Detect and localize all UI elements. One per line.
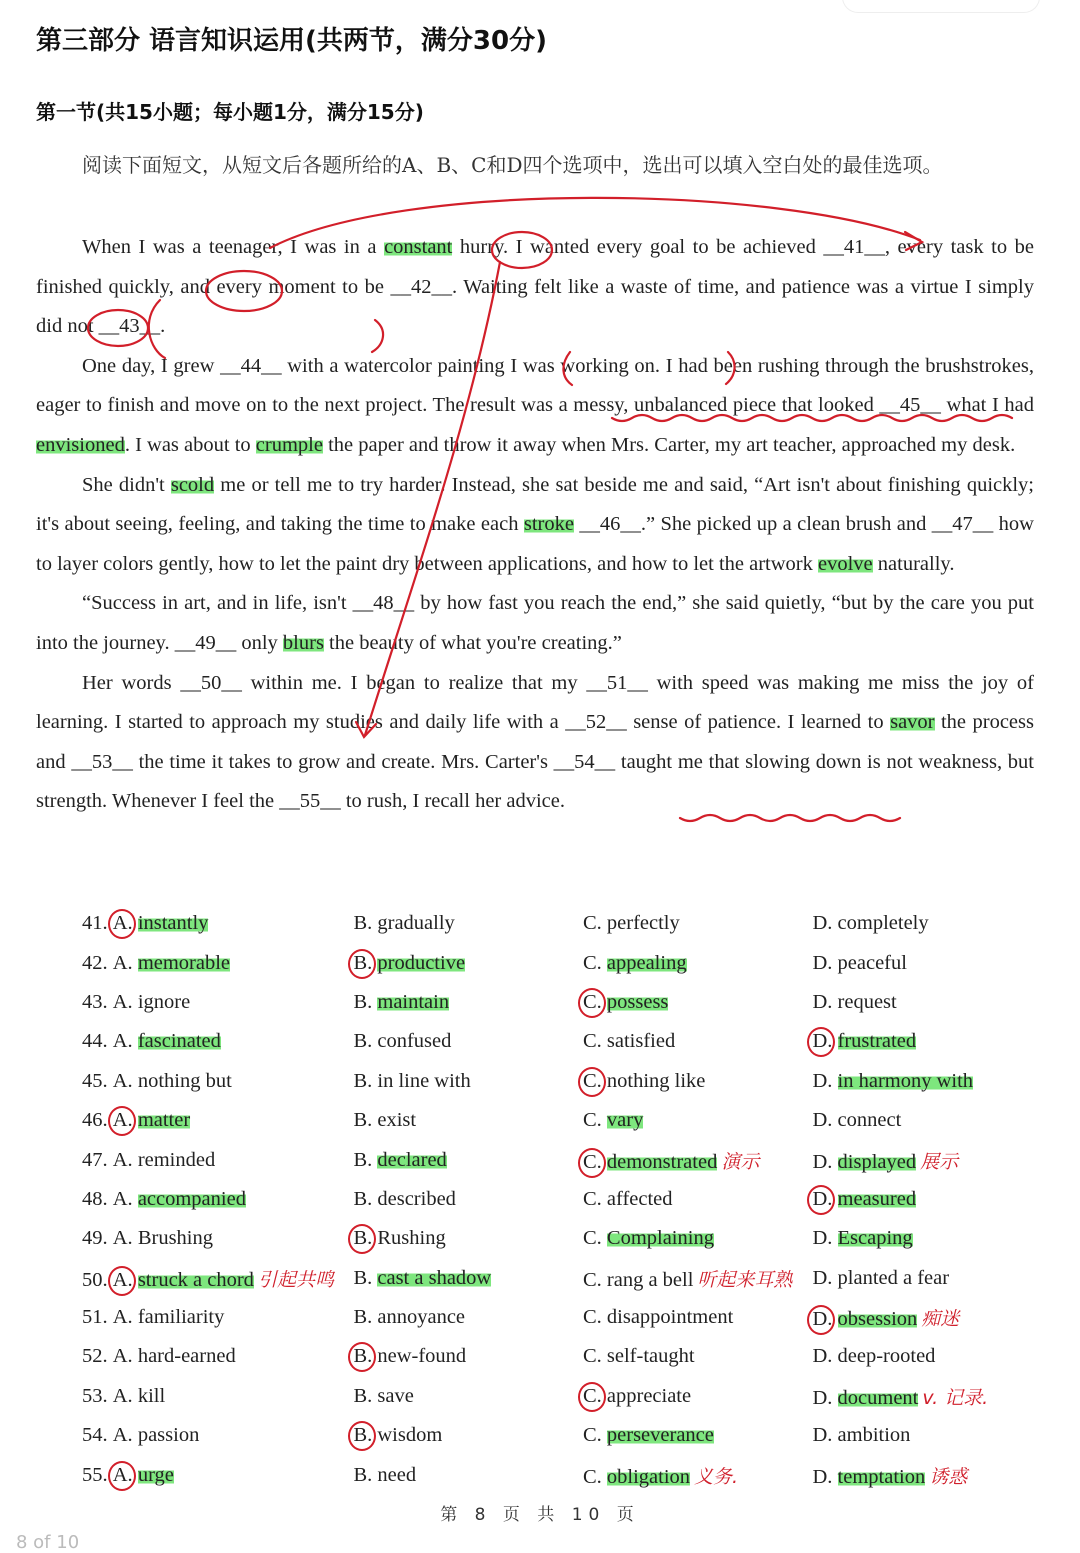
option-text: demonstrated (606, 1150, 718, 1173)
option-letter: D. (812, 912, 833, 935)
option-text: in harmony with (837, 1069, 974, 1092)
handwritten-note: 义务. (694, 1465, 739, 1488)
option-text: obsession (837, 1308, 918, 1331)
instructions: 阅读下面短文，从短文后各题所给的A、B、C和D四个选项中，选出可以填入空白处的最佳选项。 (82, 153, 943, 177)
option-text: completely (837, 912, 929, 935)
question-number: 52. (82, 1345, 113, 1368)
answer-option (353, 1227, 583, 1250)
question-row (82, 904, 1042, 943)
option-letter: D. (812, 990, 833, 1013)
option-text: rang a bell (606, 1268, 694, 1291)
option-letter: A. (112, 1384, 133, 1407)
option-text: appreciate (606, 1384, 692, 1407)
option-text: cast a shadow (377, 1266, 492, 1289)
option-text: self-taught (606, 1345, 695, 1368)
option-letter: A. (112, 1424, 133, 1447)
passage-paragraph (36, 466, 1034, 585)
option-text: memorable (137, 951, 231, 974)
option-letter: A. (112, 990, 133, 1013)
answer-option (583, 1070, 813, 1093)
passage-text: Her words __50__ within me. I began to realize that my __51__ with speed was making me miss the joy of learning. I started to approach my studies and daily life with a __52__ sense of patience. I learned to (36, 671, 1034, 734)
circled-option-letter: D. (812, 1187, 833, 1210)
answer-option (82, 1188, 353, 1211)
option-letter: B. (353, 1306, 373, 1329)
question-number: 55. (82, 1463, 113, 1486)
answer-options (82, 904, 1042, 1495)
option-text: hard-earned (137, 1345, 236, 1368)
option-letter: D. (812, 1069, 833, 1092)
circled-option-letter: A. (112, 1463, 133, 1486)
option-text: possess (606, 990, 669, 1013)
answer-option (812, 1109, 1042, 1132)
question-number: 46. (82, 1109, 113, 1132)
option-text: Brushing (137, 1227, 213, 1250)
option-text: nothing but (137, 1069, 232, 1092)
option-text: reminded (137, 1148, 216, 1171)
highlighted-word: evolve (818, 552, 873, 575)
answer-option (812, 1383, 1042, 1410)
answer-option (583, 1462, 813, 1489)
answer-option (812, 1188, 1042, 1211)
answer-option (583, 1030, 813, 1053)
option-text: frustrated (837, 1030, 917, 1053)
option-text: described (377, 1187, 456, 1210)
option-letter: A. (112, 1030, 133, 1053)
question-number: 50. (82, 1268, 113, 1291)
answer-option (812, 1304, 1042, 1331)
option-text: ignore (137, 990, 191, 1013)
answer-option (812, 952, 1042, 975)
option-text: familiarity (137, 1306, 225, 1329)
option-letter: B. (353, 1109, 373, 1132)
passage-text: naturally. (872, 552, 955, 575)
answer-option (353, 1109, 583, 1132)
answer-option (82, 1265, 353, 1292)
option-letter: D. (812, 1345, 833, 1368)
answer-option (82, 1149, 353, 1172)
answer-option (82, 1306, 353, 1329)
option-text: perseverance (606, 1424, 714, 1447)
passage-text: the beauty of what you're creating.” (323, 631, 622, 654)
option-text: wisdom (377, 1424, 443, 1447)
option-text: confused (377, 1030, 452, 1053)
question-number: 53. (82, 1384, 113, 1407)
option-text: deep-rooted (837, 1345, 936, 1368)
page-indicator: 8 of 10 (16, 1532, 80, 1553)
option-text: satisfied (606, 1030, 676, 1053)
answer-option (82, 1109, 353, 1132)
option-letter: C. (582, 1465, 602, 1488)
circled-option-letter: B. (353, 1227, 373, 1250)
answer-option (583, 1306, 813, 1329)
option-text: disappointment (606, 1306, 734, 1329)
option-text: struck a chord (137, 1268, 254, 1291)
question-number: 54. (82, 1424, 113, 1447)
option-text: accompanied (137, 1187, 246, 1210)
passage-text: “Success in art, and in life, isn't __48__ by how fast you reach the end,” she said quietly, “but by the care you put into the journey. __49__ only (36, 592, 1034, 654)
option-letter: C. (582, 1345, 602, 1368)
option-text: ambition (837, 1424, 911, 1447)
question-row (82, 943, 1042, 982)
answer-option (82, 1424, 353, 1447)
option-letter: B. (353, 1187, 373, 1210)
top-card-edge (842, 0, 1040, 13)
answer-option (583, 1227, 813, 1250)
question-number: 41. (82, 912, 113, 935)
option-text: planted a fear (837, 1266, 950, 1289)
passage-paragraph (36, 584, 1034, 663)
option-text: appealing (606, 951, 687, 974)
option-letter: A. (112, 1306, 133, 1329)
option-letter: C. (582, 1030, 602, 1053)
option-text: kill (137, 1384, 166, 1407)
answer-option (353, 952, 583, 975)
answer-option (812, 912, 1042, 935)
option-letter: A. (112, 1148, 133, 1171)
handwritten-note: 引起共鸣 (257, 1268, 334, 1291)
circled-option-letter: B. (353, 951, 373, 974)
option-letter: D. (812, 1386, 833, 1409)
option-text: passion (137, 1424, 200, 1447)
circled-option-letter: B. (353, 1424, 373, 1447)
section-title: 第三部分 语言知识运用(共两节，满分30分) (36, 26, 547, 56)
question-row (82, 1101, 1042, 1140)
option-text: urge (137, 1463, 174, 1486)
option-text: connect (837, 1109, 902, 1132)
answer-option (812, 1345, 1042, 1368)
highlighted-word: crumple (255, 433, 323, 456)
option-text: productive (377, 951, 466, 974)
option-letter: D. (812, 1424, 833, 1447)
option-letter: C. (582, 1268, 602, 1291)
option-text: peaceful (837, 951, 907, 974)
question-row (82, 1416, 1042, 1455)
answer-option (583, 1147, 813, 1174)
option-letter: C. (582, 1187, 602, 1210)
question-row (82, 1337, 1042, 1376)
highlighted-word: savor (890, 711, 935, 734)
option-text: Escaping (837, 1227, 913, 1250)
option-text: maintain (377, 990, 450, 1013)
option-text: Complaining (606, 1227, 714, 1250)
question-number: 45. (82, 1069, 113, 1092)
handwritten-note: 痴迷 (921, 1308, 960, 1331)
answer-option (353, 1188, 583, 1211)
answer-option (583, 1385, 813, 1408)
option-text: instantly (137, 912, 209, 935)
passage-text: She didn't (82, 473, 171, 496)
circled-option-letter: A. (112, 912, 133, 935)
answer-option (812, 1267, 1042, 1290)
answer-option (583, 991, 813, 1014)
question-number: 43. (82, 990, 113, 1013)
option-text: nothing like (606, 1069, 706, 1092)
option-letter: D. (812, 1150, 833, 1173)
answer-option (583, 1109, 813, 1132)
answer-option (353, 1464, 583, 1487)
option-text: vary (606, 1109, 644, 1132)
answer-option (353, 1030, 583, 1053)
circled-option-letter: D. (812, 1030, 833, 1053)
question-number: 44. (82, 1030, 113, 1053)
option-letter: B. (353, 912, 373, 935)
circled-option-letter: C. (582, 1150, 602, 1173)
answer-option (583, 912, 813, 935)
option-letter: C. (582, 1306, 602, 1329)
answer-option (82, 1345, 353, 1368)
option-letter: A. (112, 1227, 133, 1250)
option-letter: C. (582, 1109, 602, 1132)
question-row (82, 1219, 1042, 1258)
option-letter: B. (353, 1148, 373, 1171)
option-text: temptation (837, 1465, 926, 1488)
circled-option-letter: C. (582, 1069, 602, 1092)
handwritten-note: 听起来耳熟 (697, 1268, 793, 1291)
option-letter: D. (812, 1266, 833, 1289)
option-letter: B. (353, 1266, 373, 1289)
answer-option (583, 952, 813, 975)
passage-text: hurry. I wanted every goal to be achieved __41__, every task to be finished quickly, and every moment to be __42__. Waiting felt like a waste of time, and patience was a virtue I simply did not __43__. (36, 236, 1034, 338)
handwritten-note: v. 记录. (922, 1386, 989, 1409)
option-text: exist (377, 1109, 417, 1132)
answer-option (353, 1345, 583, 1368)
circled-option-letter: A. (112, 1109, 133, 1132)
answer-option (812, 1462, 1042, 1489)
answer-option (583, 1424, 813, 1447)
answer-option (583, 1265, 813, 1292)
passage-paragraph (36, 228, 1034, 347)
passage-text: . I was about to (124, 433, 256, 456)
option-letter: B. (353, 1069, 373, 1092)
option-text: save (377, 1384, 414, 1407)
option-text: request (837, 990, 897, 1013)
question-number: 48. (82, 1187, 113, 1210)
answer-option (812, 1424, 1042, 1447)
answer-option (353, 1306, 583, 1329)
passage-text: One day, I grew __44__ with a watercolor painting I was working on. I had been rushing through the brushstrokes, eager to finish and move on to the next project. The result was a messy, unbalanced piece that looked __45__ what I had (36, 354, 1034, 417)
option-letter: D. (812, 1227, 833, 1250)
option-letter: A. (112, 951, 133, 974)
option-letter: B. (353, 1463, 373, 1486)
option-text: annoyance (377, 1306, 466, 1329)
option-text: displayed (837, 1150, 917, 1173)
answer-option (353, 991, 583, 1014)
handwritten-note: 诱惑 (929, 1465, 968, 1488)
question-row (82, 983, 1042, 1022)
question-row (82, 1180, 1042, 1219)
question-row (82, 1377, 1042, 1416)
answer-option (82, 1030, 353, 1053)
question-row (82, 1259, 1042, 1298)
answer-option (353, 1385, 583, 1408)
option-letter: B. (353, 1030, 373, 1053)
answer-option (812, 1070, 1042, 1093)
option-text: gradually (377, 912, 455, 935)
answer-option (353, 1070, 583, 1093)
highlighted-word: stroke (523, 513, 574, 536)
circled-option-letter: A. (112, 1268, 133, 1291)
answer-option (82, 1385, 353, 1408)
answer-option (82, 1227, 353, 1250)
option-letter: D. (812, 951, 833, 974)
question-number: 49. (82, 1227, 113, 1250)
question-row (82, 1022, 1042, 1061)
answer-option (812, 1147, 1042, 1174)
answer-option (82, 952, 353, 975)
passage-text: When I was a teenager, I was in a (82, 236, 385, 258)
circled-option-letter: C. (582, 990, 602, 1013)
question-row (82, 1455, 1042, 1494)
page-footer: 第 8 页 共 10 页 (440, 1505, 640, 1525)
option-letter: B. (353, 990, 373, 1013)
answer-option (82, 912, 353, 935)
handwritten-note: 演示 (721, 1150, 760, 1173)
option-letter: C. (582, 1227, 602, 1250)
question-number: 51. (82, 1306, 113, 1329)
option-text: need (377, 1463, 417, 1486)
handwritten-note: 展示 (920, 1150, 959, 1173)
option-text: obligation (606, 1465, 691, 1488)
option-text: matter (137, 1109, 191, 1132)
answer-option (812, 991, 1042, 1014)
option-text: fascinated (137, 1030, 221, 1053)
option-letter: D. (812, 1465, 833, 1488)
option-text: in line with (377, 1069, 471, 1092)
answer-option (353, 1424, 583, 1447)
question-row (82, 1140, 1042, 1179)
highlighted-word: envisioned (36, 433, 125, 456)
answer-option (82, 1070, 353, 1093)
question-number: 47. (82, 1148, 113, 1171)
passage-text: __46__.” She picked up a clean brush and __47__ how to layer colors gently, how to let the paint dry between applications, and how to let the artwork (36, 513, 1034, 575)
option-letter: C. (582, 912, 602, 935)
passage-text: the paper and throw it away when Mrs. Carter, my art teacher, approached my desk. (322, 433, 1016, 456)
circled-option-letter: C. (582, 1384, 602, 1407)
question-row (82, 1298, 1042, 1337)
option-letter: A. (112, 1069, 133, 1092)
answer-option (583, 1345, 813, 1368)
highlighted-word: blurs (282, 631, 324, 654)
circled-option-letter: D. (812, 1308, 833, 1331)
option-letter: A. (112, 1187, 133, 1210)
passage-text: the process and __53__ the time it takes to grow and create. Mrs. Carter's __54__ taught me that slowing down is not weakness, but strength. Whenever I feel the __55__ to rush, I recall her advice. (36, 711, 1034, 813)
answer-option (82, 991, 353, 1014)
answer-option (82, 1464, 353, 1487)
passage-text: me or tell me to try harder. Instead, she sat beside me and said, “Art isn't about finishing quickly; it's about seeing, feeling, and taking the time to make each (36, 473, 1034, 536)
option-text: measured (837, 1187, 917, 1210)
option-text: document (837, 1386, 919, 1409)
option-text: affected (606, 1187, 673, 1210)
answer-option (812, 1030, 1042, 1053)
question-number: 42. (82, 951, 113, 974)
option-letter: C. (582, 1424, 602, 1447)
option-text: new-found (377, 1345, 467, 1368)
subsection-title: 第一节(共15小题；每小题1分，满分15分) (36, 100, 424, 124)
highlighted-word: constant (384, 236, 453, 258)
answer-option (812, 1227, 1042, 1250)
passage-paragraph (36, 664, 1034, 822)
option-letter: B. (353, 1384, 373, 1407)
option-text: Rushing (377, 1227, 446, 1250)
highlighted-word: scold (170, 473, 215, 496)
option-letter: D. (812, 1109, 833, 1132)
option-text: perfectly (606, 912, 680, 935)
option-letter: A. (112, 1345, 133, 1368)
option-letter: C. (582, 951, 602, 974)
passage-paragraph (36, 347, 1034, 466)
answer-option (353, 1149, 583, 1172)
option-text: declared (377, 1148, 447, 1171)
answer-option (353, 912, 583, 935)
answer-option (353, 1267, 583, 1290)
reading-passage (36, 228, 1034, 822)
answer-option (583, 1188, 813, 1211)
circled-option-letter: B. (353, 1345, 373, 1368)
question-row (82, 1062, 1042, 1101)
